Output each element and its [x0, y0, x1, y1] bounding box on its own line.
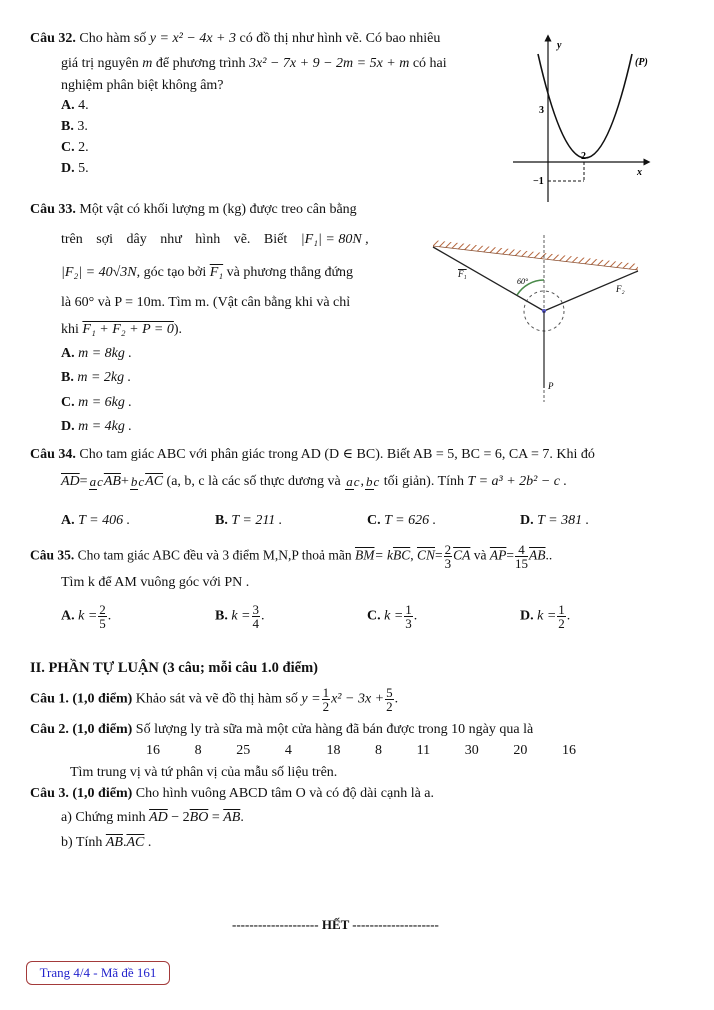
option-key: B. — [215, 608, 228, 624]
q33-line4: là 60° và P = 10m. Tìm m. (Vật cân bằng khi và chỉ — [61, 295, 351, 310]
page-footer: Trang 4/4 - Mã đề 161 — [26, 961, 170, 985]
q33-text: trên sợi dây như hình vẽ. Biết — [61, 232, 288, 247]
tick-label-minus1: −1 — [533, 176, 544, 187]
vec-bc: $\overline{BC}$ — [392, 547, 411, 563]
frac-num: a — [346, 474, 353, 490]
q35-option-c: C. k = $\frac{1}{3}$ . — [367, 602, 418, 631]
q33-line2 — [61, 232, 369, 248]
q34-option-a — [61, 513, 130, 529]
option-text: 3. — [77, 119, 88, 134]
option-text: m = 6kg . — [78, 395, 132, 410]
option-text: 2. — [78, 140, 89, 155]
q32-equation: 3x² − 7x + 9 − 2m = 5x + m — [249, 56, 410, 71]
frac-num: 1 — [558, 602, 565, 617]
vec-ad: $\overline{AD}$ — [149, 810, 168, 825]
option-key: B. — [61, 370, 74, 385]
frac-num: 5 — [386, 685, 393, 700]
dot: . — [122, 835, 127, 850]
q35-k: = k — [374, 547, 393, 563]
data-value: 11 — [416, 743, 431, 758]
y-axis-label: y — [557, 40, 562, 51]
q32-option-d — [61, 161, 89, 177]
frac-num: b — [130, 474, 138, 490]
frac-den: 2 — [558, 616, 565, 631]
parabola-graph — [505, 30, 675, 205]
x-axis-label: x — [637, 167, 642, 178]
q32-line1 — [30, 31, 440, 47]
angle-label: 60° — [517, 277, 529, 286]
frac-num: 1 — [405, 602, 412, 617]
q34-t-expression: T = a³ + 2b² − c . — [467, 474, 568, 489]
q34-text: Cho tam giác ABC với phân giác trong AD (D ∈ BC). Biết AB = 5, BC = 6, CA = 7. Khi đó — [79, 447, 595, 462]
q35-line1: Câu 35. Cho tam giác ABC đều và 3 điểm M,N,P thoả mãn $\overline{BM}= k\overline{BC}$, $\overline{CN}=$ $\frac{2}{3}$ $\overline{CA}$ và $\overline{AP}=$ $\frac{4}{15}$ $\overline{AB}$.. — [30, 542, 553, 571]
end-marker: -------------------- HẾT -------------------- — [232, 917, 439, 932]
fraction-a-c — [345, 475, 359, 488]
essay-q1 — [30, 686, 398, 713]
fraction-4-15 — [515, 543, 528, 570]
essay-q3-b-label: b) Tính — [61, 835, 103, 850]
option-key: A. — [61, 513, 75, 528]
q32-line2 — [61, 56, 447, 72]
essay-q1-text: Khảo sát và vẽ đồ thị hàm số — [135, 691, 298, 707]
vec-ca: $\overline{CA}$ — [453, 547, 471, 563]
q34-text: tối giản). Tính — [383, 474, 465, 489]
q33-text: ). — [173, 322, 183, 337]
essay-q3-a-label: a) Chứng minh — [61, 810, 146, 825]
frac-den: c — [353, 474, 360, 490]
data-value: 8 — [194, 743, 202, 758]
option-key: D. — [520, 608, 534, 624]
option-key: C. — [61, 140, 75, 155]
option-fraction — [404, 603, 413, 630]
essay-q1-expr: x² − 3x + — [331, 691, 385, 707]
essay-q2-task: Tìm trung vị và tứ phân vị của mẫu số liệu trên. — [70, 765, 338, 780]
q34-option-b — [215, 513, 282, 529]
frac-num: b — [366, 474, 373, 490]
frac-num: a — [89, 474, 97, 490]
option-key: D. — [61, 419, 75, 434]
option-text: m = 8kg . — [78, 346, 132, 361]
frac-den: c — [138, 474, 145, 490]
essay-q3-a — [61, 810, 244, 826]
data-value: 16 — [146, 743, 160, 758]
q32-text: có hai — [412, 56, 447, 71]
option-key: A. — [61, 346, 75, 361]
frac-den: 15 — [515, 556, 529, 571]
option-key: C. — [367, 608, 381, 624]
data-value: 25 — [236, 743, 251, 758]
option-key: D. — [61, 161, 75, 176]
q34-option-d — [520, 513, 589, 529]
q32-text: giá trị nguyên — [61, 56, 139, 71]
q33-vector-sum: F₁ + F₂ + P = 0 — [82, 322, 174, 337]
f2-label: F₂ — [616, 284, 625, 294]
q33-f1: F₁ — [209, 265, 224, 280]
option-key: A. — [61, 98, 75, 113]
option-text: 5. — [78, 161, 89, 176]
equals: = — [79, 474, 88, 489]
frac-num: 2 — [444, 542, 452, 557]
fraction-b-c — [130, 475, 144, 488]
essay-q1-label: Câu 1. (1,0 điểm) — [30, 691, 133, 707]
fraction-2-3 — [444, 543, 453, 570]
q33-line5 — [61, 322, 182, 338]
ceiling-line — [433, 246, 638, 270]
q35-text: Cho tam giác ABC đều và 3 điểm M,N,P thoả mãn — [77, 547, 352, 563]
option-fraction — [557, 603, 566, 630]
q33-f2-magnitude: |F₂| = 40√3N — [61, 265, 137, 280]
vec-cn: $\overline{CN}$ — [416, 547, 435, 563]
frac-num: 4 — [515, 543, 528, 557]
vec-ab: $\overline{AB}$ — [529, 547, 546, 563]
essay-q1-y: y = — [301, 691, 321, 707]
p-label: P — [548, 381, 554, 391]
option-key: C. — [367, 513, 381, 528]
q33-text: , góc tạo bởi — [136, 265, 207, 280]
essay-q3-text: Cho hình vuông ABCD tâm O và có độ dài cạnh là a. — [135, 786, 435, 801]
q32-label: Câu 32. — [30, 31, 76, 46]
q34-line2: $\overline{AD}= ac\overline{AB}+ bc\overline{AC}$ (a, b, c là các số thực dương và ac, bc tối giản). Tính T = a³ + 2b² − c . — [61, 474, 568, 490]
parabola-curve — [538, 54, 632, 158]
minus-2: − 2 — [171, 810, 190, 825]
vec-ab: $\overline{AB}$ — [103, 474, 121, 489]
frac-den: c — [97, 474, 103, 490]
vec-ad: $\overline{AD}$ — [61, 474, 80, 489]
option-text: 4. — [78, 98, 89, 113]
option-text: m = 2kg . — [77, 370, 132, 385]
q33-option-d — [61, 419, 132, 435]
vec-ac: $\overline{AC}$ — [126, 835, 145, 850]
q33-text: Một vật có khối lượng m (kg) được treo cân bằng — [79, 202, 357, 217]
q33-text: khi — [61, 322, 79, 337]
option-key: B. — [215, 513, 228, 528]
equals: = — [211, 810, 220, 825]
q34-option-c — [367, 513, 436, 529]
fraction-a-c — [89, 475, 103, 488]
q33-text: và phương thẳng đứng — [226, 265, 354, 280]
q32-text: có đồ thị như hình vẽ. Có bao nhiêu — [239, 31, 441, 46]
essay-q3-text: . — [147, 835, 152, 850]
option-text: T = 626 . — [384, 513, 437, 528]
frac-den: 2 — [386, 699, 393, 714]
data-value: 4 — [284, 743, 292, 758]
q32-var: m — [142, 56, 153, 71]
option-key: A. — [61, 608, 75, 624]
q35-option-a: A. k = $\frac{2}{5}$ . — [61, 602, 112, 631]
plus: + — [120, 474, 129, 489]
frac-num: 1 — [322, 685, 330, 700]
option-key: D. — [520, 513, 534, 528]
ceiling-hatch — [433, 240, 638, 270]
essay-q3-label: Câu 3. (1,0 điểm) — [30, 786, 133, 801]
option-prefix: k = — [78, 608, 98, 624]
data-value: 20 — [513, 743, 528, 758]
q34-line1 — [30, 446, 595, 463]
fraction-b-c — [365, 475, 379, 488]
option-fraction — [98, 603, 107, 630]
frac-den: c — [373, 474, 380, 490]
fraction-5-2 — [385, 686, 394, 713]
data-value: 30 — [464, 743, 479, 758]
q35-option-b: B. k = $\frac{3}{4}$ . — [215, 602, 265, 631]
data-value: 18 — [326, 743, 341, 758]
essay-q2-label: Câu 2. (1,0 điểm) — [30, 722, 133, 737]
vec-ap: $\overline{AP}$ — [489, 547, 507, 563]
frac-num: 2 — [99, 602, 106, 617]
vec-ac: $\overline{AC}$ — [145, 474, 164, 489]
essay-q1-text: . — [394, 691, 399, 707]
q32-function: y = x² − 4x + 3 — [149, 31, 236, 46]
q35-line2: Tìm k để AM vuông góc với PN . — [61, 575, 250, 590]
tick-label-2: 2 — [581, 151, 586, 162]
essay-q2 — [30, 722, 533, 738]
q35-option-d: D. k = $\frac{1}{2}$ . — [520, 602, 571, 631]
q33-f1-magnitude: |F₁| = 80N , — [300, 232, 369, 247]
option-prefix: k = — [231, 608, 251, 624]
frac-den: 5 — [99, 616, 106, 631]
q33-line1 — [30, 202, 357, 218]
q32-option-a — [61, 98, 89, 114]
q34-text: (a, b, c là các số thực dương và — [166, 474, 341, 489]
vec-ab: $\overline{AB}$ — [105, 835, 123, 850]
option-prefix: k = — [537, 608, 557, 624]
data-value: 8 — [375, 743, 383, 758]
f1-label: F₁ — [458, 269, 467, 279]
option-text: T = 211 . — [231, 513, 283, 528]
tick-label-3: 3 — [539, 105, 544, 116]
q32-option-c — [61, 140, 89, 156]
section-heading: II. PHẦN TỰ LUẬN (3 câu; mỗi câu 1.0 điểm) — [30, 660, 318, 676]
force-diagram — [420, 230, 670, 410]
option-prefix: k = — [384, 608, 404, 624]
q33-option-b — [61, 370, 131, 386]
q33-option-c — [61, 395, 132, 411]
option-fraction — [252, 603, 261, 630]
q32-text: Cho hàm số — [79, 31, 147, 46]
q34-label: Câu 34. — [30, 447, 76, 462]
essay-q3-b — [61, 835, 151, 851]
essay-q3-text: . — [240, 810, 244, 825]
data-value: 16 — [561, 743, 576, 758]
vec-bm: $\overline{BM}$ — [354, 547, 375, 563]
frac-den: 2 — [322, 699, 330, 714]
curve-label: (P) — [635, 57, 648, 68]
option-text: m = 4kg . — [78, 419, 132, 434]
option-text: T = 381 . — [537, 513, 590, 528]
q33-label: Câu 33. — [30, 202, 76, 217]
frac-den: 3 — [405, 616, 412, 631]
frac-num: 3 — [252, 602, 260, 617]
vec-ab: $\overline{AB}$ — [223, 810, 241, 825]
q33-option-a — [61, 346, 132, 362]
fraction-1-2 — [322, 686, 331, 713]
data-values-row — [146, 743, 576, 759]
frac-den: 4 — [252, 616, 260, 631]
q35-text: .. — [545, 547, 553, 563]
frac-den: 3 — [444, 556, 452, 571]
q35-label: Câu 35. — [30, 547, 75, 563]
essay-q2-text: Số lượng ly trà sữa mà một cửa hàng đã bán được trong 10 ngày qua là — [135, 722, 534, 737]
q33-line3 — [61, 265, 353, 281]
essay-q3 — [30, 786, 434, 802]
q32-text: để phương trình — [155, 56, 246, 71]
q32-line3: nghiệm phân biệt không âm? — [61, 78, 224, 93]
option-text: T = 406 . — [78, 513, 131, 528]
option-key: C. — [61, 395, 75, 410]
q32-option-b — [61, 119, 88, 135]
vec-bo: $\overline{BO}$ — [189, 810, 209, 825]
q35-text: và — [473, 547, 487, 563]
option-key: B. — [61, 119, 74, 134]
